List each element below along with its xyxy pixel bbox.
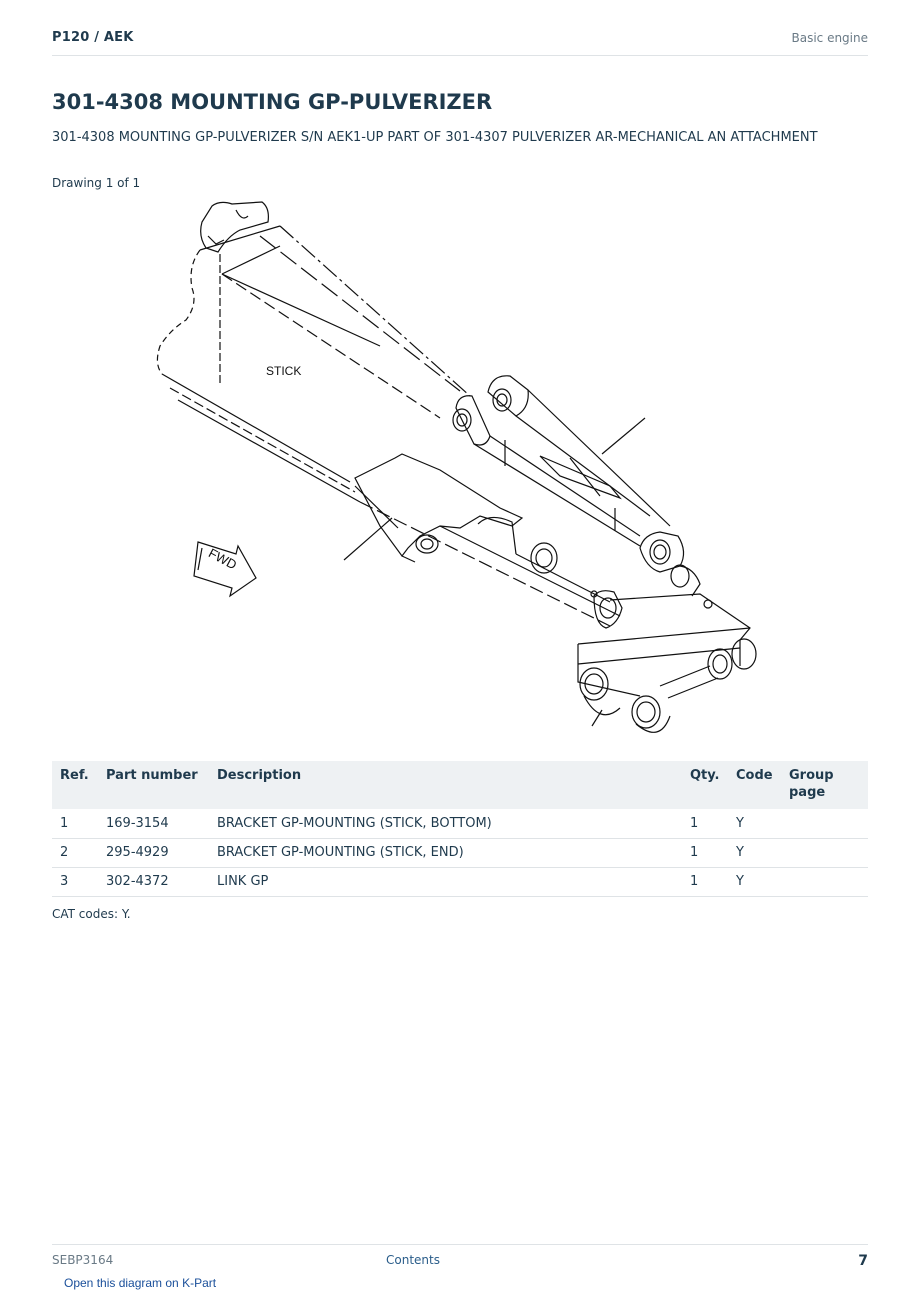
fwd-arrow-icon: [194, 542, 256, 596]
cell-description: BRACKET GP-MOUNTING (STICK, END): [209, 838, 682, 867]
col-part-header: Part number: [106, 768, 198, 783]
col-code-header: Code: [736, 768, 773, 783]
breadcrumb: P120 / AEK: [52, 30, 134, 45]
cell-qty: 1: [682, 838, 728, 867]
col-qty-header: Qty.: [690, 768, 720, 783]
table-row: [52, 838, 868, 867]
cell-code: Y: [728, 838, 781, 867]
table-row: [52, 867, 868, 896]
cell-part-number: 169-3154: [98, 809, 209, 838]
col-group-header: Group page: [789, 768, 834, 800]
parts-table: [52, 761, 868, 897]
cell-group-page: [781, 809, 868, 838]
col-desc-header: Description: [217, 768, 302, 783]
parts-diagram: [140, 196, 780, 741]
table-header-row: [52, 761, 868, 809]
cell-description: LINK GP: [209, 867, 682, 896]
cell-ref: 2: [52, 838, 98, 867]
table-row: [52, 809, 868, 838]
cell-part-number: 295-4929: [98, 838, 209, 867]
page-subtitle: 301-4308 MOUNTING GP-PULVERIZER S/N AEK1-UP PART OF 301-4307 PULVERIZER AR-MECHANICAL AN ATTACHMENT: [52, 130, 818, 145]
cell-group-page: [781, 867, 868, 896]
stick-label: STICK: [266, 364, 302, 378]
cell-qty: 1: [682, 867, 728, 896]
cell-part-number: 302-4372: [98, 867, 209, 896]
document-id: SEBP3164: [52, 1253, 114, 1267]
page-header: [52, 28, 868, 56]
fwd-label: FWD: [206, 545, 240, 573]
col-ref-header: Ref.: [60, 768, 89, 783]
page-number: 7: [858, 1253, 868, 1269]
cell-ref: 1: [52, 809, 98, 838]
page-footer: [52, 1244, 868, 1274]
cat-codes-note: CAT codes: Y.: [52, 907, 131, 921]
section-name: Basic engine: [791, 31, 868, 45]
cell-ref: 3: [52, 867, 98, 896]
cell-description: BRACKET GP-MOUNTING (STICK, BOTTOM): [209, 809, 682, 838]
open-on-kpart-link[interactable]: Open this diagram on K-Part: [64, 1276, 217, 1290]
cell-qty: 1: [682, 809, 728, 838]
page-title: 301-4308 MOUNTING GP-PULVERIZER: [52, 90, 493, 114]
cell-group-page: [781, 838, 868, 867]
cell-code: Y: [728, 867, 781, 896]
contents-link[interactable]: Contents: [386, 1253, 440, 1267]
drawing-label: Drawing 1 of 1: [52, 176, 141, 190]
cell-code: Y: [728, 809, 781, 838]
